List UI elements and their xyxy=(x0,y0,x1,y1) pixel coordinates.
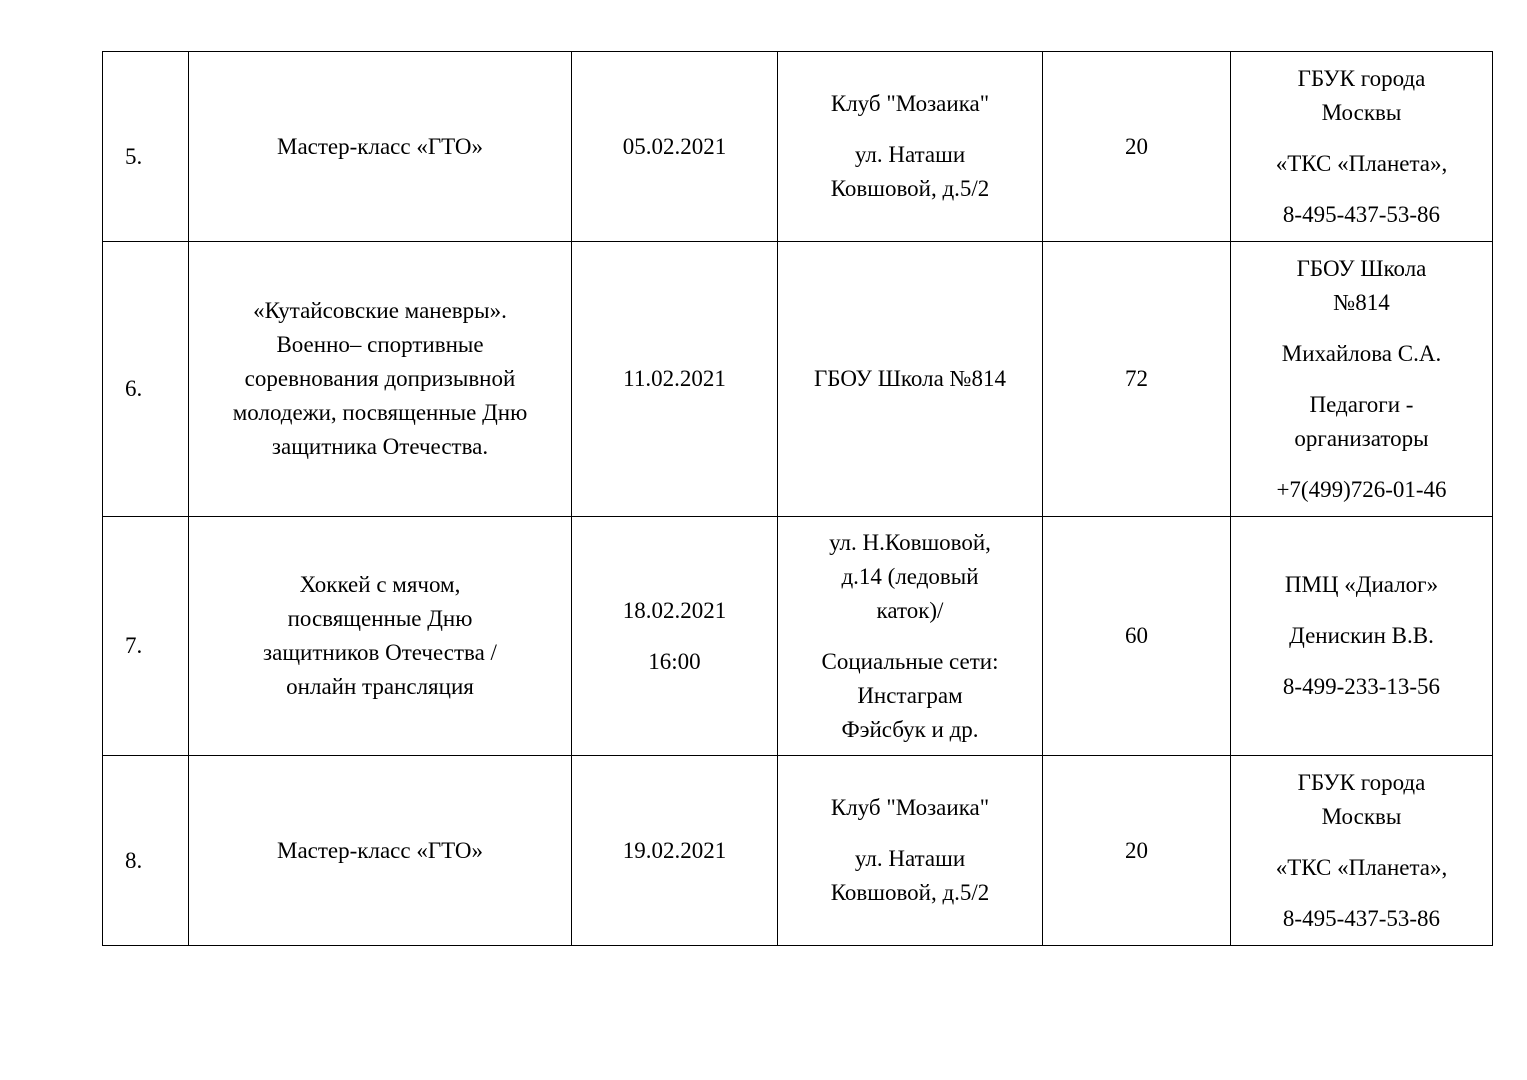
event-place-cell: Клуб "Мозаика" ул. Наташи Ковшовой, д.5/2 xyxy=(778,756,1043,946)
table-row xyxy=(103,756,1493,946)
event-place-cell: ул. Н.Ковшовой, д.14 (ледовый каток)/ Социальные сети: Инстаграм Фэйсбук и др. xyxy=(778,517,1043,756)
row-number: 6. xyxy=(103,242,189,517)
event-name-cell: Хоккей с мячом, посвященные Дню защитников Отечества / онлайн трансляция xyxy=(189,517,572,756)
participants-count-cell: 72 xyxy=(1043,242,1231,517)
row-number: 8. xyxy=(103,756,189,946)
organizer-cell: ГБОУ Школа №814 Михайлова С.А. Педагоги - организаторы +7(499)726-01-46 xyxy=(1231,242,1493,517)
event-name-cell: Мастер-класс «ГТО» xyxy=(189,756,572,946)
organizer-cell: ГБУК города Москвы «ТКС «Планета», 8-495-437-53-86 xyxy=(1231,52,1493,242)
organizer-cell: ПМЦ «Диалог» Денискин В.В. 8-499-233-13-56 xyxy=(1231,517,1493,756)
table-row xyxy=(103,517,1493,756)
event-date-cell: 19.02.2021 xyxy=(572,756,778,946)
event-place-cell: Клуб "Мозаика" ул. Наташи Ковшовой, д.5/2 xyxy=(778,52,1043,242)
event-date-cell: 11.02.2021 xyxy=(572,242,778,517)
participants-count-cell: 20 xyxy=(1043,756,1231,946)
event-name-cell: «Кутайсовские маневры». Военно– спортивные соревнования допризывной молодежи, посвященные Дню защитника Отечества. xyxy=(189,242,572,517)
event-date-cell: 18.02.2021 16:00 xyxy=(572,517,778,756)
event-date-cell: 05.02.2021 xyxy=(572,52,778,242)
table-row xyxy=(103,242,1493,517)
row-number: 7. xyxy=(103,517,189,756)
row-number: 5. xyxy=(103,52,189,242)
table-row xyxy=(103,52,1493,242)
organizer-cell: ГБУК города Москвы «ТКС «Планета», 8-495-437-53-86 xyxy=(1231,756,1493,946)
participants-count-cell: 20 xyxy=(1043,52,1231,242)
event-name-cell: Мастер-класс «ГТО» xyxy=(189,52,572,242)
participants-count-cell: 60 xyxy=(1043,517,1231,756)
events-table xyxy=(102,51,1493,946)
event-place-cell: ГБОУ Школа №814 xyxy=(778,242,1043,517)
